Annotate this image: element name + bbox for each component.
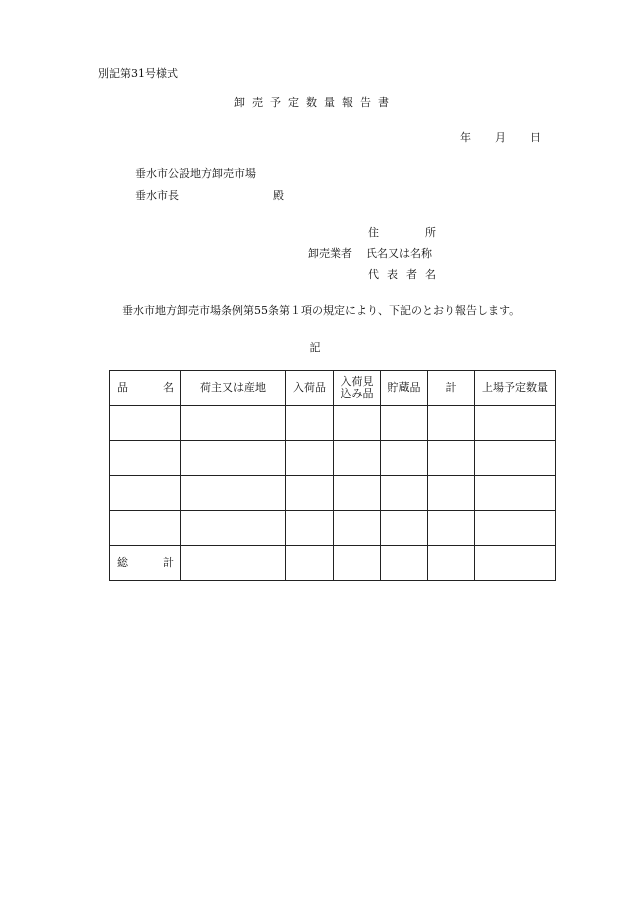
ki-heading: 記 <box>309 341 321 354</box>
table-cell[interactable] <box>334 546 381 581</box>
representative-label <box>368 269 436 280</box>
honorific: 殿 <box>273 189 284 202</box>
table-row <box>110 511 556 546</box>
table-cell[interactable] <box>334 406 381 441</box>
header-shipper: 荷主又は産地 <box>181 371 286 406</box>
date-line <box>460 132 541 143</box>
table-cell[interactable] <box>181 511 286 546</box>
addressee-mayor: 垂水市長 <box>135 189 179 202</box>
table-cell[interactable] <box>181 441 286 476</box>
table-cell[interactable] <box>475 511 556 546</box>
table-cell[interactable] <box>110 441 181 476</box>
header-expected: 入荷見 込み品 <box>334 371 381 406</box>
table-cell[interactable] <box>475 441 556 476</box>
address-char: 住 <box>368 226 379 239</box>
table-cell[interactable] <box>428 406 475 441</box>
table-cell[interactable] <box>475 406 556 441</box>
body-text: 垂水市地方卸売市場条例第55条第１項の規定により、下記のとおり報告します。 <box>122 304 521 317</box>
table-cell[interactable] <box>110 511 181 546</box>
table-cell[interactable] <box>428 546 475 581</box>
form-number: 別記第31号様式 <box>98 67 178 80</box>
table-row <box>110 441 556 476</box>
table-cell[interactable] <box>286 546 334 581</box>
table-cell[interactable] <box>475 476 556 511</box>
table-cell[interactable] <box>334 476 381 511</box>
addressee-market: 垂水市公設地方卸売市場 <box>135 167 256 180</box>
rep-char: 代 <box>368 268 379 281</box>
table-cell[interactable] <box>334 441 381 476</box>
table-cell[interactable] <box>286 441 334 476</box>
header-row <box>110 371 556 406</box>
table-cell[interactable] <box>110 476 181 511</box>
page-title: 卸売予定数量報告書 <box>234 96 396 109</box>
seller-role-label: 卸売業者 <box>308 247 352 260</box>
rep-char: 名 <box>425 268 436 281</box>
total-row <box>110 546 556 581</box>
date-day: 日 <box>530 131 541 144</box>
header-total: 計 <box>428 371 475 406</box>
header-arrived: 入荷品 <box>286 371 334 406</box>
table-cell[interactable] <box>381 441 428 476</box>
rep-char: 表 <box>387 268 398 281</box>
rep-char: 者 <box>406 268 417 281</box>
header-item: 品 名 <box>110 371 181 406</box>
table-cell[interactable] <box>334 511 381 546</box>
table-cell[interactable] <box>381 546 428 581</box>
date-year: 年 <box>460 131 471 144</box>
date-month: 月 <box>495 131 506 144</box>
header-stored: 貯蔵品 <box>381 371 428 406</box>
table-cell[interactable] <box>110 406 181 441</box>
table-cell[interactable] <box>181 546 286 581</box>
table-cell[interactable] <box>286 406 334 441</box>
address-char: 所 <box>425 226 436 239</box>
table-cell[interactable] <box>286 511 334 546</box>
table-cell[interactable] <box>428 511 475 546</box>
table-cell[interactable] <box>181 406 286 441</box>
table-cell[interactable] <box>381 406 428 441</box>
report-table <box>109 370 556 581</box>
table-cell[interactable] <box>428 476 475 511</box>
table-row <box>110 406 556 441</box>
table-cell[interactable] <box>286 476 334 511</box>
table-cell[interactable] <box>381 511 428 546</box>
address-label <box>368 227 436 238</box>
header-planned: 上場予定数量 <box>475 371 556 406</box>
table-row <box>110 476 556 511</box>
name-label: 氏名又は名称 <box>366 247 432 260</box>
total-label: 総 計 <box>110 546 181 581</box>
table-cell[interactable] <box>428 441 475 476</box>
table-cell[interactable] <box>181 476 286 511</box>
table-cell[interactable] <box>475 546 556 581</box>
table-cell[interactable] <box>381 476 428 511</box>
